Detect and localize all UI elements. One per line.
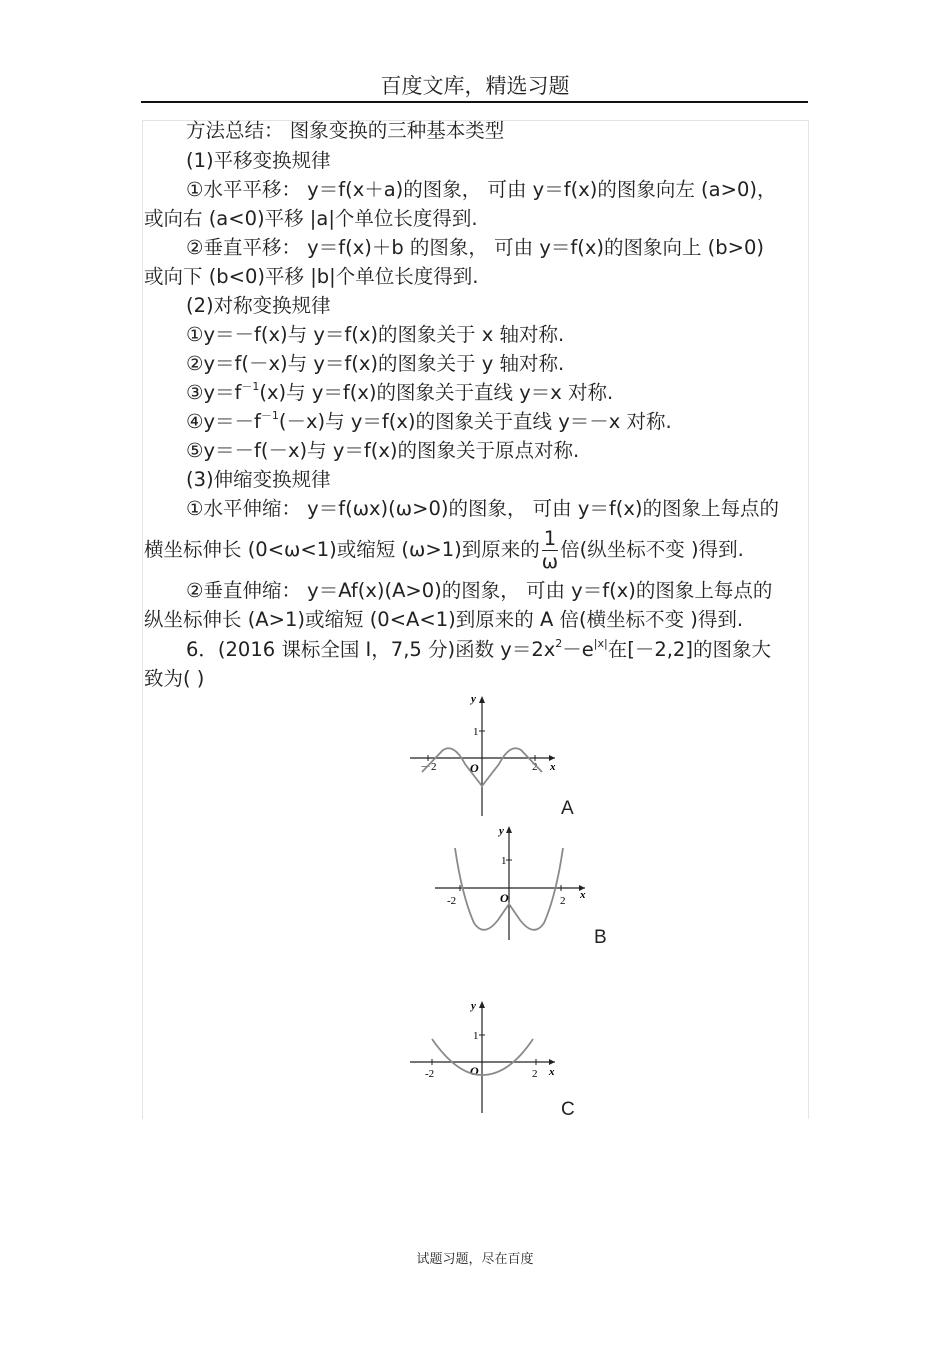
graph-b-label-origin: O [500, 891, 509, 905]
graph-b-label-x: x [580, 889, 586, 901]
option-c-label: C [561, 1099, 575, 1120]
symmetry-rule-4: $④y=-f^{-1}(-x)$与 y＝f(x)的图象关于直线 y＝－x 对称. [186, 409, 672, 433]
horizontal-shift-line1: ①水平平移： y＝f(x＋a)的图象， 可由 y＝f(x)的图象向左 (a>0)， [186, 178, 777, 201]
question-6-line1: 6．(2016 课标全国 Ⅰ，7,5 分)函数 $y=2x^2-e^{|x|}$在[－2,2]的图象大 [186, 637, 771, 661]
graph-c-svg [405, 995, 575, 1120]
graph-option-b [430, 820, 600, 945]
graph-c-label-2: 2 [532, 1068, 538, 1080]
horizontal-shift-line2: 或向右 (a<0)平移 |a|个单位长度得到. [144, 207, 478, 230]
graph-b-svg [430, 820, 600, 945]
graph-c-label-y: y [471, 1000, 476, 1012]
vertical-scaling-line1: ②垂直伸缩： y＝Af(x)(A>0)的图象， 可由 y＝f(x)的图象上每点的 [186, 579, 773, 602]
graph-a-svg [405, 690, 575, 820]
graph-b-label-one: 1 [501, 855, 507, 867]
symmetry-rule-3: $③y=f^{-1}(x)$与 y＝f(x)的图象关于直线 y＝x 对称. [186, 380, 614, 404]
graph-a-label-2: 2 [532, 761, 538, 773]
page-footer: 试题习题，尽在百度 [416, 1252, 534, 1267]
option-b-label: B [594, 927, 607, 948]
symmetry-heading: (2)对称变换规律 [186, 294, 331, 317]
vertical-shift-line2: 或向下 (b<0)平移 |b|个单位长度得到. [144, 265, 479, 288]
symmetry-rule-1: ①y＝－f(x)与 y＝f(x)的图象关于 x 轴对称. [186, 323, 565, 346]
header-divider [141, 101, 808, 103]
symmetry-rule-5: ⑤y＝－f(－x)与 y＝f(x)的图象关于原点对称. [186, 439, 580, 462]
graph-a-label-origin: O [470, 761, 479, 775]
graph-a-label-one: 1 [473, 726, 479, 738]
symmetry-rule-2: ②y＝f(－x)与 y＝f(x)的图象关于 y 轴对称. [186, 352, 565, 375]
graph-c-label-x: x [549, 1066, 555, 1078]
vertical-shift-line1: ②垂直平移： y＝f(x)＋b 的图象， 可由 y＝f(x)的图象向上 (b>0) [186, 236, 765, 259]
translation-heading: (1)平移变换规律 [186, 149, 331, 172]
graph-c-label-origin: O [470, 1064, 479, 1078]
fraction-one-over-omega: $\frac{1}{\omega}$ [541, 527, 559, 573]
graph-b-label-y: y [499, 825, 504, 837]
graph-c-label-one: 1 [473, 1030, 479, 1042]
graph-option-c [405, 995, 575, 1120]
page-header-title: 百度文库，精选习题 [380, 74, 570, 98]
scaling-heading: (3)伸缩变换规律 [186, 468, 331, 491]
graph-a-label-y: y [471, 693, 476, 705]
graph-option-a [405, 690, 575, 820]
horizontal-scaling-line2: 横坐标伸长 (0<ω<1)或缩短 (ω>1)到原来的 $\frac{1}{\omega}$ 倍(纵坐标不变 )得到. [144, 527, 744, 573]
graph-a-label-neg2: －2 [420, 761, 437, 773]
option-a-label: A [561, 798, 574, 819]
summary-title: 方法总结： 图象变换的三种基本类型 [186, 119, 505, 142]
horizontal-scaling-line1: ①水平伸缩： y＝f(ωx)(ω>0)的图象， 可由 y＝f(x)的图象上每点的 [186, 497, 780, 520]
graph-a-label-x: x [550, 761, 556, 773]
graph-b-label-neg2: -2 [447, 895, 457, 907]
graph-b-label-2: 2 [560, 895, 566, 907]
graph-c-label-neg2: -2 [425, 1068, 435, 1080]
question-6-line2: 致为( ) [144, 667, 205, 690]
vertical-scaling-line2: 纵坐标伸长 (A>1)或缩短 (0<A<1)到原来的 A 倍(横坐标不变 )得到. [144, 608, 744, 631]
